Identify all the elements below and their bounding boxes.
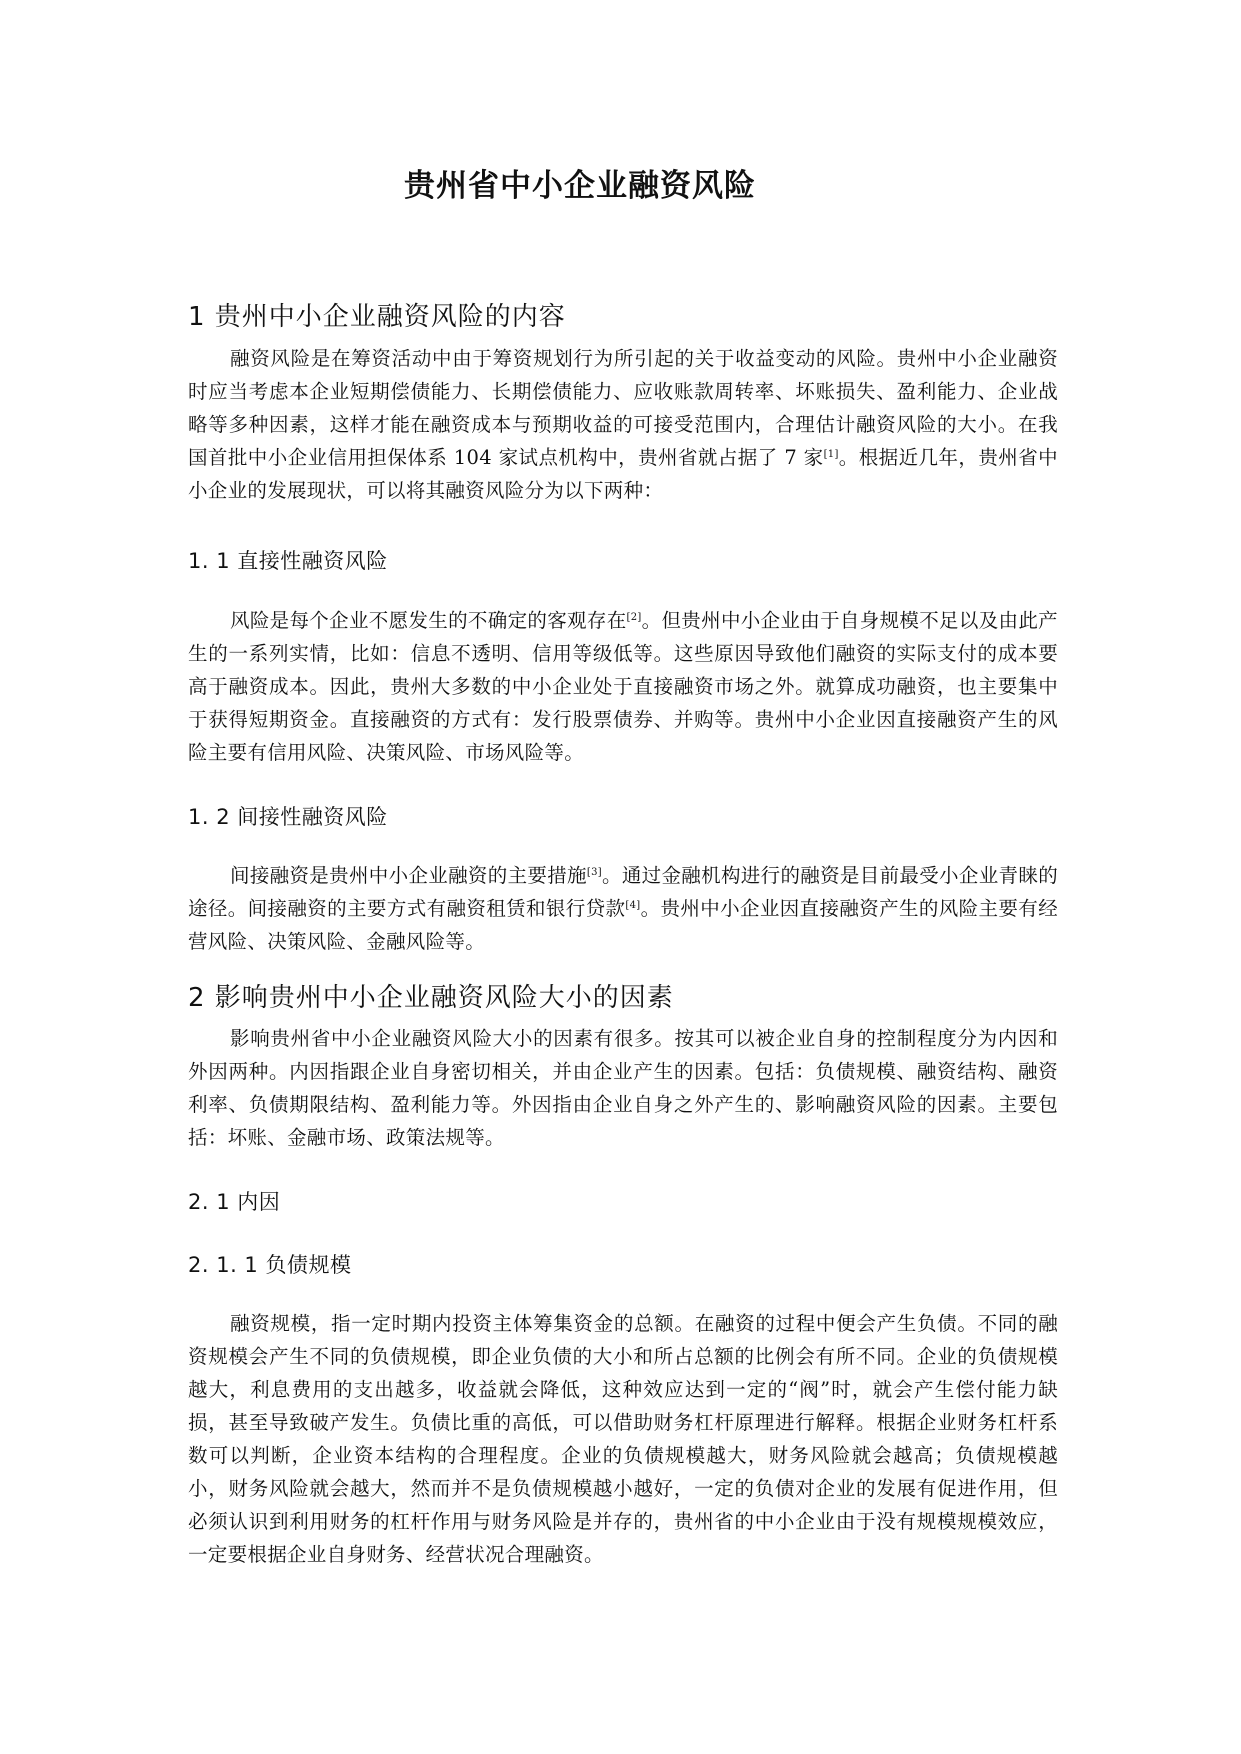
paragraph-text: 。根据近几年，贵州省中小企业的发展现状，可以将其融资风险分为以下两种： [188,446,1058,502]
paragraph-text: 。贵州中小企业因直接融资产生的风险主要有经营风险、决策风险、金融风险等。 [188,897,1058,953]
citation-1: [1] [823,449,839,460]
paragraph-text: 。通过金融机构进行的融资是目前最受小企业青睐的途径。间接融资的主要方式有融资租赁和银行贷款 [188,864,1058,920]
paragraph-text: 间接融资是贵州中小企业融资的主要措施 [230,864,587,887]
citation-4: [4] [625,900,641,911]
citation-2: [2] [626,612,642,623]
section-2-1-1-paragraph: 融资规模，指一定时期内投资主体筹集资金的总额。在融资的过程中便会产生负债。不同的融资规模会产生不同的负债规模，即企业负债的大小和所占总额的比例会有所不同。企业的负债规模越大，利息费用的支出越多，收益就会降低，这种效应达到一定的“阀”时，就会产生偿付能力缺损，甚至导致破产发生。负债比重的高低，可以借助财务杠杆原理进行解释。根据企业财务杠杆系数可以判断，企业资本结构的合理程度。企业的负债规模越大，财务风险就会越高；负债规模越小，财务风险就会越大，然而并不是负债规模越小越好，一定的负债对企业的发展有促进作用，但必须认识到利用财务的杠杆作用与财务风险是并存的，贵州省的中小企业由于没有规模规模效应，一定要根据企业自身财务、经营状况合理融资。 [188,1312,1058,1566]
paragraph-text: 风险是每个企业不愿发生的不确定的客观存在 [230,609,627,632]
section-2-heading: 2 影响贵州中小企业融资风险大小的因素 [188,983,674,1013]
section-1-2-paragraph [188,859,1058,958]
paragraph-text: 。但贵州中小企业由于自身规模不足以及由此产生的一系列实情，比如：信息不透明、信用等级低等。这些原因导致他们融资的实际支付的成本要高于融资成本。因此，贵州大多数的中小企业处于直接融资市场之外。就算成功融资，也主要集中于获得短期资金。直接融资的方式有：发行股票债券、并购等。贵州中小企业因直接融资产生的风险主要有信用风险、决策风险、市场风险等。 [188,609,1058,764]
section-2-1-1-heading: 2. 1. 1 负债规模 [188,1253,352,1277]
section-2-1-heading: 2. 1 内因 [188,1190,281,1214]
citation-3: [3] [586,867,602,878]
section-1-1-heading: 1. 1 直接性融资风险 [188,549,388,573]
section-1-heading: 1 贵州中小企业融资风险的内容 [188,302,566,332]
section-1-paragraph [188,342,1058,507]
document-title: 贵州省中小企业融资风险 [404,168,756,204]
paragraph-text: 融资风险是在筹资活动中由于筹资规划行为所引起的关于收益变动的风险。贵州中小企业融资时应当考虑本企业短期偿债能力、长期偿债能力、应收账款周转率、坏账损失、盈利能力、企业战略等多种因素，这样才能在融资成本与预期收益的可接受范围内，合理估计融资风险的大小。在我国首批中小企业信用担保体系 104 家试点机构中，贵州省就占据了 7 家 [188,347,1058,469]
section-1-1-paragraph [188,604,1058,769]
section-2-paragraph: 影响贵州省中小企业融资风险大小的因素有很多。按其可以被企业自身的控制程度分为内因和外因两种。内因指跟企业自身密切相关，并由企业产生的因素。包括：负债规模、融资结构、融资利率、负债期限结构、盈利能力等。外因指由企业自身之外产生的、影响融资风险的因素。主要包括：坏账、金融市场、政策法规等。 [188,1027,1058,1149]
section-1-2-heading: 1. 2 间接性融资风险 [188,805,388,829]
